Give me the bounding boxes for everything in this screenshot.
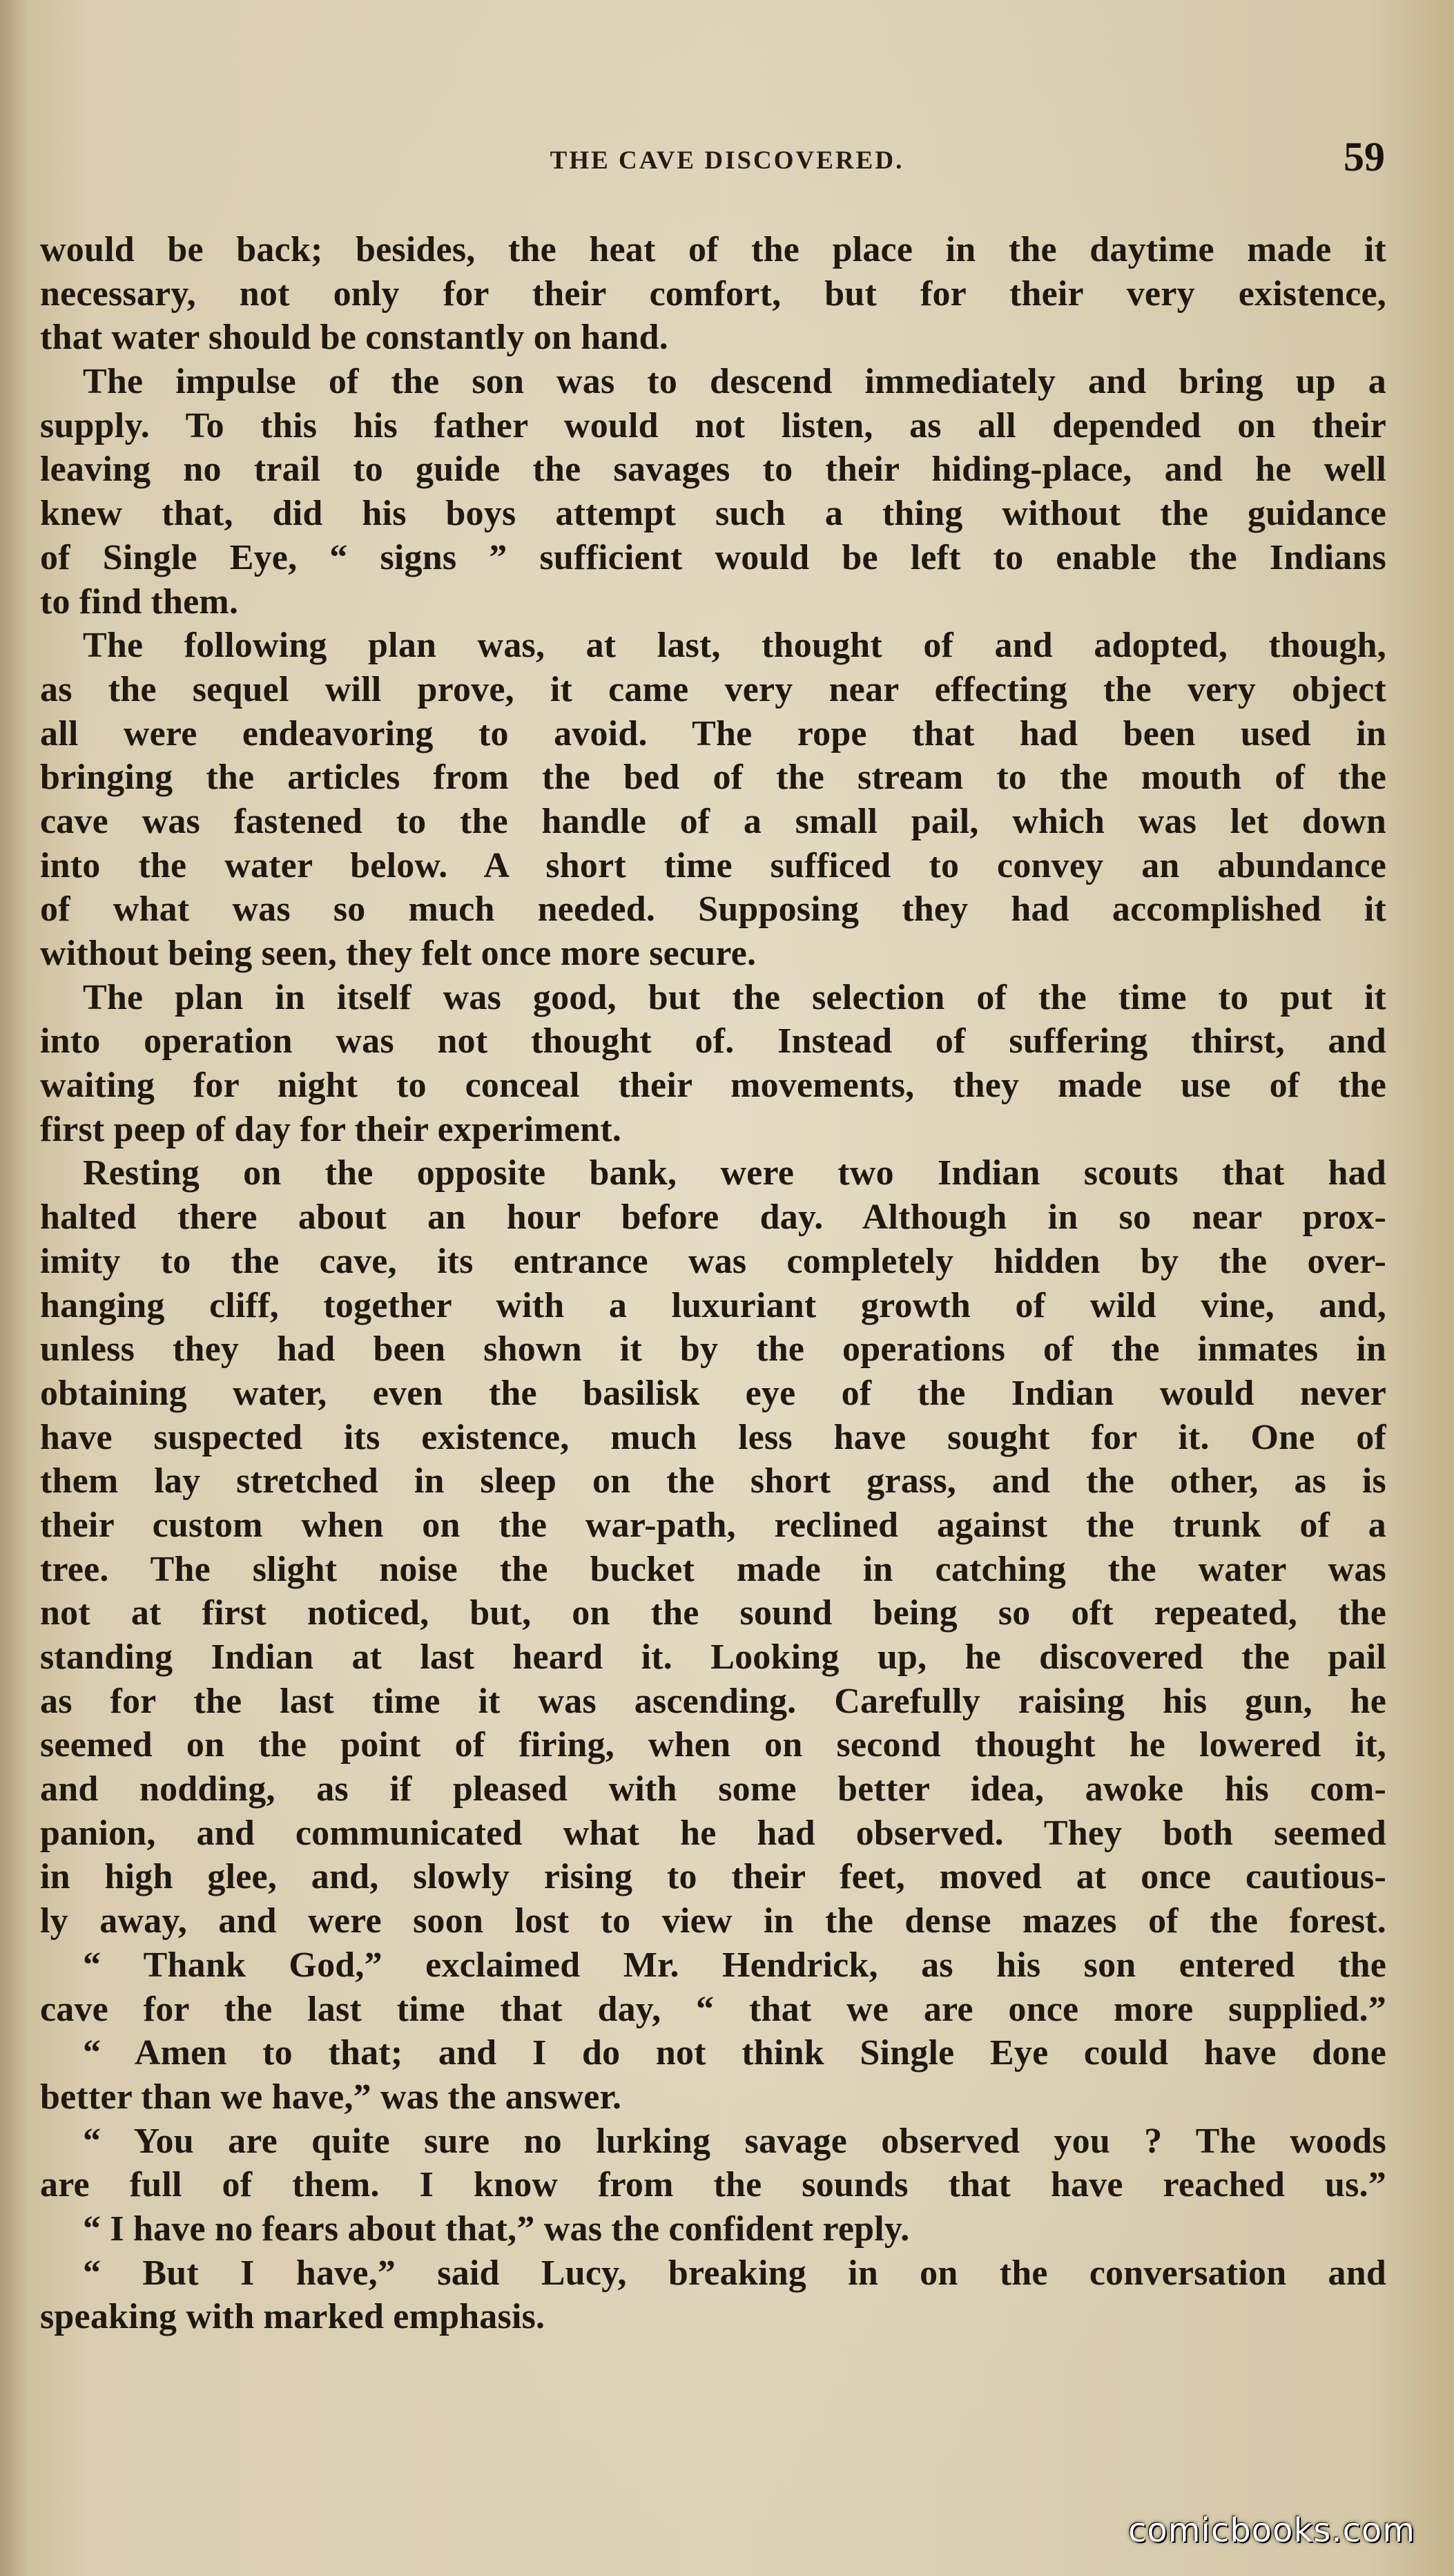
- text-line: first peep of day for their experiment.: [40, 1109, 622, 1149]
- text-line: as for the last time it was ascending. Carefully raising his gun, he: [40, 1681, 1386, 1721]
- text-line: all were endeavoring to avoid. The rope that had been used in: [40, 713, 1386, 753]
- text-line: leaving no trail to guide the savages to their hiding-place, and he well: [40, 450, 1386, 490]
- text-line: in high glee, and, slowly rising to their feet, moved at once cautious-: [40, 1857, 1386, 1897]
- text-line: speaking with marked emphasis.: [40, 2297, 545, 2337]
- text-line: as the sequel will prove, it came very near effecting the very object: [40, 669, 1386, 709]
- text-line: The following plan was, at last, thought of and adopted, though,: [83, 626, 1386, 666]
- text-line: panion, and communicated what he had observed. They both seemed: [40, 1813, 1386, 1853]
- text-line: are full of them. I know from the sounds that have reached us.”: [40, 2165, 1386, 2205]
- text-line: hanging cliff, together with a luxuriant growth of wild vine, and,: [40, 1285, 1386, 1325]
- text-line: that water should be constantly on hand.: [40, 318, 669, 358]
- text-line: and nodding, as if pleased with some better idea, awoke his com-: [40, 1769, 1386, 1809]
- text-line: The impulse of the son was to descend immediately and bring up a: [83, 362, 1386, 402]
- running-head: [41, 134, 1413, 190]
- text-line: them lay stretched in sleep on the short grass, and the other, as is: [40, 1461, 1386, 1501]
- text-line: bringing the articles from the bed of the stream to the mouth of the: [40, 758, 1386, 798]
- text-line: The plan in itself was good, but the selection of the time to put it: [83, 977, 1386, 1017]
- text-line: their custom when on the war-path, reclined against the trunk of a: [40, 1505, 1386, 1545]
- text-line: better than we have,” was the answer.: [40, 2077, 622, 2117]
- text-line: ly away, and were soon lost to view in the dense mazes of the forest.: [40, 1901, 1386, 1941]
- text-line: halted there about an hour before day. Although in so near prox-: [40, 1198, 1386, 1238]
- page-number: 59: [1344, 134, 1385, 180]
- text-line: knew that, did his boys attempt such a thing without the guidance: [40, 494, 1386, 534]
- text-line: seemed on the point of firing, when on second thought he lowered it,: [40, 1725, 1386, 1765]
- text-line: necessary, not only for their comfort, but for their very existence,: [40, 273, 1386, 314]
- running-title: THE CAVE DISCOVERED.: [550, 146, 904, 175]
- text-line: to find them.: [40, 581, 239, 622]
- text-line: “ Amen to that; and I do not think Single Eye could have done: [83, 2033, 1386, 2073]
- text-line: of what was so much needed. Supposing they had accomplished it: [40, 890, 1386, 930]
- watermark: comicbooks.com: [1127, 2511, 1415, 2550]
- text-line: Resting on the opposite bank, were two Indian scouts that had: [83, 1153, 1386, 1193]
- text-line: have suspected its existence, much less have sought for it. One of: [40, 1417, 1386, 1457]
- text-line: into operation was not thought of. Instead of suffering thirst, and: [40, 1021, 1386, 1061]
- text-line: cave was fastened to the handle of a small pail, which was let down: [40, 801, 1386, 841]
- text-line: “ Thank God,” exclaimed Mr. Hendrick, as his son entered the: [83, 1945, 1386, 1985]
- text-line: “ But I have,” said Lucy, breaking in on the conversation and: [83, 2253, 1386, 2293]
- text-line: of Single Eye, “ signs ” sufficient would be left to enable the Indians: [40, 537, 1386, 577]
- text-line: obtaining water, even the basilisk eye of the Indian would never: [40, 1373, 1386, 1413]
- text-line: standing Indian at last heard it. Looking up, he discovered the pail: [40, 1637, 1386, 1677]
- text-line: would be back; besides, the heat of the place in the daytime made it: [40, 230, 1386, 269]
- text-line: “ I have no fears about that,” was the confident reply.: [83, 2209, 910, 2249]
- text-line: tree. The slight noise the bucket made in catching the water was: [40, 1549, 1386, 1589]
- text-line: waiting for night to conceal their movements, they made use of the: [40, 1066, 1386, 1106]
- text-line: imity to the cave, its entrance was completely hidden by the over-: [40, 1241, 1386, 1281]
- text-line: without being seen, they felt once more secure.: [40, 934, 757, 973]
- text-line: unless they had been shown it by the operations of the inmates in: [40, 1329, 1386, 1369]
- text-line: supply. To this his father would not listen, as all depended on their: [40, 405, 1386, 445]
- binding-shadow: [0, 0, 28, 2576]
- text-line: “ You are quite sure no lurking savage observed you ? The woods: [83, 2121, 1386, 2161]
- text-line: cave for the last time that day, “ that we are once more supplied.”: [40, 1989, 1386, 2029]
- body-text: [40, 228, 1386, 2339]
- text-line: not at first noticed, but, on the sound being so oft repeated, the: [40, 1593, 1386, 1633]
- text-line: into the water below. A short time sufficed to convey an abundance: [40, 845, 1386, 885]
